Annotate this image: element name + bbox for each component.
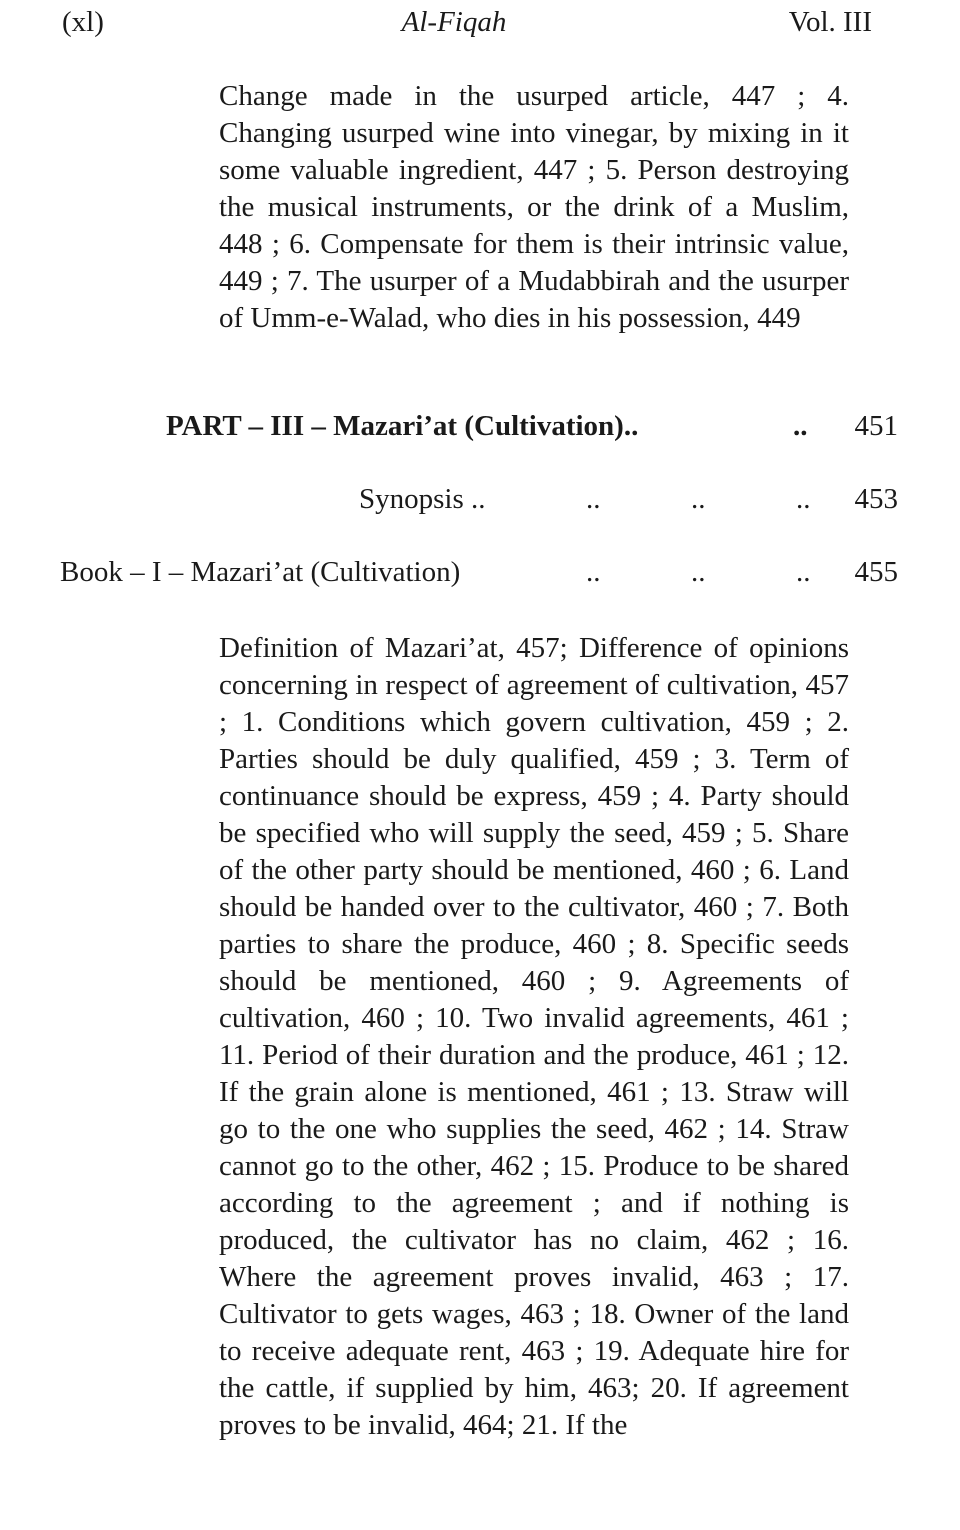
toc-leader-dots: .. [586,483,601,515]
toc-leader-dots: .. [796,556,811,588]
page-number: (xl) [62,6,104,38]
running-title: Al-Fiqah [401,6,507,38]
toc-leader-dots: .. [691,556,706,588]
toc-page-number: 453 [854,483,898,515]
volume-label: Vol. III [788,6,872,38]
toc-page-number: 455 [854,556,898,588]
contents-paragraph-cultivation: Definition of Mazari’at, 457; Difference of opinions concerning in respect of agreement of cultivation, 457 ; 1. Conditions which govern cultivation, 459 ; 2. Parties should be duly qualified, 459 ; 3. Term of continuance should be express, 459 ; 4. Party should be specified who will supply the seed, 459 ; 5. Share of the other party should be mentioned, 460 ; 6. Land should be handed over to the cultivator, 460 ; 7. Both parties to share the produce, 460 ; 8. Specific seeds should be mentioned, 460 ; 9. Agreements of cultivation, 460 ; 10. Two invalid agreements, 461 ; 11. Period of their duration and the produce, 461 ; 12. If the grain alone is mentioned, 461 ; 13. Straw will go to the one who supplies the seed, 462 ; 14. Straw cannot go to the other, 462 ; 15. Produce to be shared according to the agreement ; and if nothing is produced, the cultivator has no claim, 462 ; 16. Where the agreement proves invalid, 463 ; 17. Cultivator to gets wages, 463 ; 18. Owner of the land to receive adequate rent, 463 ; 19. Adequate hire for the cattle, if supplied by him, 463; 20. If agreement proves to be invalid, 464; 21. If the [219,632,849,1441]
toc-leader-dots: .. [793,410,808,442]
toc-entry-book-i [0,556,960,596]
page-header [0,6,960,46]
contents-paragraph-usurpation: Change made in the usurped article, 447 ; 4. Changing usurped wine into vinegar, by mixing in it some valuable ingredient, 447 ; 5. Person destroying the musical instruments, or the drink of a Muslim, 448 ; 6. Compensate for them is their intrinsic value, 449 ; 7. The usurper of a Mudabbirah and the usurper of Umm-e-Walad, who dies in his possession, 449 [219,80,849,334]
toc-entry-label: PART – III – Mazari’at (Cultivation).. [166,410,639,442]
toc-entry-label: Synopsis .. [359,483,486,515]
toc-page-number: 451 [854,410,898,442]
toc-leader-dots: .. [796,483,811,515]
toc-entry-part-iii [0,410,960,450]
toc-leader-dots: .. [691,483,706,515]
toc-leader-dots: .. [586,556,601,588]
toc-entry-synopsis [0,483,960,523]
toc-entry-label: Book – I – Mazari’at (Cultivation) [60,556,461,588]
